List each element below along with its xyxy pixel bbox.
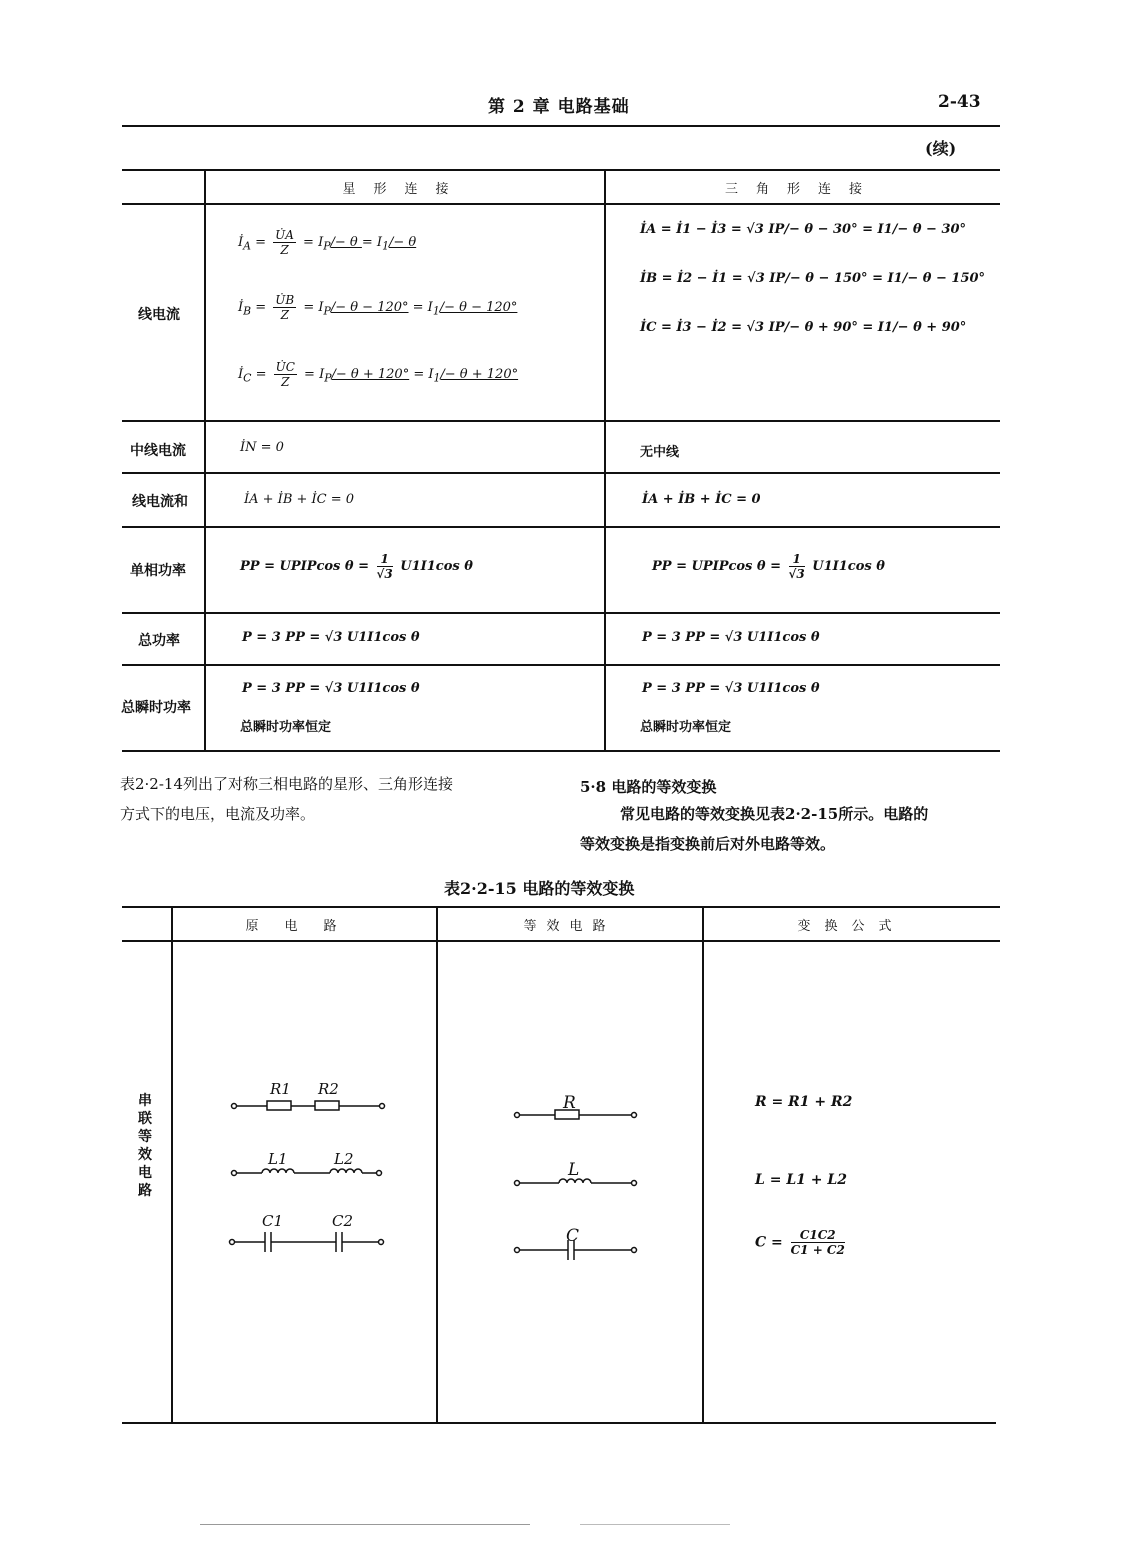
- delta-neutral-current: 无中线: [640, 445, 680, 460]
- body-right-line-1: 常见电路的等效变换见表2·2-15所示。电路的: [620, 805, 929, 823]
- formula-resistance: R = R1 + R2: [755, 1094, 853, 1110]
- label-c1: C1: [262, 1212, 284, 1230]
- delta-line-current-b: İB = İ2 − İ1 = √3 IP/− θ − 150° = I1/− θ − 150°: [640, 271, 986, 286]
- star-line-current-b: $İ_B$ = $\frac{U̇B}{Z}$ = $I_P/- \theta - 120^\circ = I_1/- \theta - 120^\circ$: [238, 293, 518, 322]
- row-label-series-equivalent: 串联等效电路: [138, 1093, 152, 1199]
- formula-left: PP = UPIPcos θ =: [240, 559, 369, 574]
- frac-num: C1C2: [791, 1228, 845, 1243]
- delta-line-current-a: İA = İ1 − İ3 = √3 IP/− θ − 30° = I1/− θ − 30°: [640, 222, 967, 237]
- frac-den: Z: [280, 243, 289, 257]
- table1-row-rule: [122, 526, 1000, 528]
- star-neutral-current: İN = 0: [240, 440, 284, 455]
- col-header-delta: 三角形连接: [724, 182, 880, 197]
- star-line-current-a: $İ_A$ = $\frac{U̇A}{Z}$ = $I_P/- \theta = I_1/- \theta$: [238, 228, 417, 257]
- row-label-total-instant-power: 总瞬时功率: [121, 700, 191, 716]
- scan-mark: [580, 1524, 730, 1525]
- header-rule: [122, 125, 1000, 127]
- delta-single-phase-power: [652, 552, 885, 581]
- frac-den: √3: [376, 567, 393, 581]
- delta-total-instant-power: P = 3 PP = √3 U1I1cos θ: [642, 681, 820, 696]
- col-header-star: 星形连接: [342, 182, 467, 197]
- star-instant-power-note: 总瞬时功率恒定: [240, 720, 332, 735]
- col-header-formula: 变换公式: [797, 919, 906, 934]
- star-line-current-sum: İA + İB + İC = 0: [244, 492, 355, 507]
- star-single-phase-power: [240, 552, 473, 581]
- formula-capacitance: [755, 1228, 848, 1257]
- row-label-line-current: 线电流: [138, 307, 180, 323]
- table1-top-rule: [122, 169, 1000, 171]
- section-title: 5·8 电路的等效变换: [580, 778, 717, 796]
- row-label-total-power: 总功率: [138, 633, 180, 649]
- label-l1: L1: [268, 1150, 288, 1168]
- table2-top-rule: [122, 906, 1000, 908]
- delta-total-power: P = 3 PP = √3 U1I1cos θ: [642, 630, 820, 645]
- frac-num: U̇B: [275, 293, 295, 307]
- formula-inductance: L = L1 + L2: [755, 1172, 847, 1188]
- frac-den: Z: [280, 308, 289, 322]
- star-total-power: P = 3 PP = √3 U1I1cos θ: [242, 630, 420, 645]
- continued-label: (续): [925, 139, 957, 158]
- table1-col-rule: [604, 170, 606, 750]
- table2-col-rule: [436, 907, 438, 1422]
- frac-num: 1: [377, 552, 393, 567]
- frac-den: √3: [788, 567, 805, 581]
- frac-den: C1 + C2: [790, 1243, 845, 1257]
- label-r2: R2: [318, 1080, 339, 1098]
- frac-den: Z: [281, 375, 290, 389]
- body-left-line-2: 方式下的电压，电流及功率。: [120, 805, 316, 823]
- delta-instant-power-note: 总瞬时功率恒定: [640, 720, 732, 735]
- label-c: C: [566, 1226, 580, 1246]
- scan-mark: [200, 1524, 530, 1525]
- original-circuit-diagrams: [220, 1070, 400, 1260]
- label-c2: C2: [332, 1212, 354, 1230]
- label-l2: L2: [334, 1150, 354, 1168]
- formula-c-lhs: C =: [755, 1234, 783, 1251]
- frac-num: U̇A: [275, 228, 294, 242]
- table1-row-rule: [122, 612, 1000, 614]
- label-l: L: [568, 1160, 580, 1180]
- table1-row-rule: [122, 472, 1000, 474]
- series-resistors: [232, 1101, 385, 1110]
- delta-line-current-c: İC = İ3 − İ2 = √3 IP/− θ + 90° = I1/− θ + 90°: [640, 320, 967, 335]
- table2-col-rule: [702, 907, 704, 1422]
- star-total-instant-power: P = 3 PP = √3 U1I1cos θ: [242, 681, 420, 696]
- col-header-equivalent: 等效电路: [523, 919, 616, 934]
- frac-num: 1: [789, 552, 805, 567]
- table2-caption: 表2·2-15 电路的等效变换: [444, 879, 635, 898]
- series-inductors: [232, 1169, 382, 1176]
- table2-head-rule: [122, 940, 1000, 942]
- body-left-line-1: 表2·2-14列出了对称三相电路的星形、三角形连接: [120, 775, 454, 793]
- page-number: 2-43: [938, 92, 981, 112]
- label-r1: R1: [270, 1080, 291, 1098]
- formula-right: U1I1cos θ: [400, 559, 473, 574]
- formula-left: PP = UPIPcos θ =: [652, 559, 781, 574]
- series-capacitors: [230, 1232, 384, 1252]
- table1-row-rule: [122, 420, 1000, 422]
- delta-line-current-sum: İA + İB + İC = 0: [642, 492, 761, 507]
- table1-head-rule: [122, 203, 1000, 205]
- label-r: R: [563, 1093, 576, 1113]
- table2-col-rule: [171, 907, 173, 1422]
- table1-row-rule: [122, 664, 1000, 666]
- chapter-title: 第 2 章 电路基础: [488, 97, 630, 117]
- frac-num: U̇C: [275, 360, 295, 374]
- table2-bottom-rule: [122, 1422, 996, 1424]
- row-label-single-phase-power: 单相功率: [130, 563, 186, 579]
- table1-col-rule: [204, 170, 206, 750]
- star-line-current-c: $İ_C$ = $\frac{U̇C}{Z}$ = $I_P/- \theta + 120^\circ = I_1/- \theta + 120^\circ$: [238, 360, 519, 389]
- table1-bottom-rule: [122, 750, 1000, 752]
- row-label-neutral-current: 中线电流: [130, 443, 186, 459]
- row-label-line-current-sum: 线电流和: [132, 494, 188, 510]
- body-right-line-2: 等效变换是指变换前后对外电路等效。: [580, 835, 836, 853]
- col-header-original: 原电路: [245, 919, 363, 934]
- formula-right: U1I1cos θ: [812, 559, 885, 574]
